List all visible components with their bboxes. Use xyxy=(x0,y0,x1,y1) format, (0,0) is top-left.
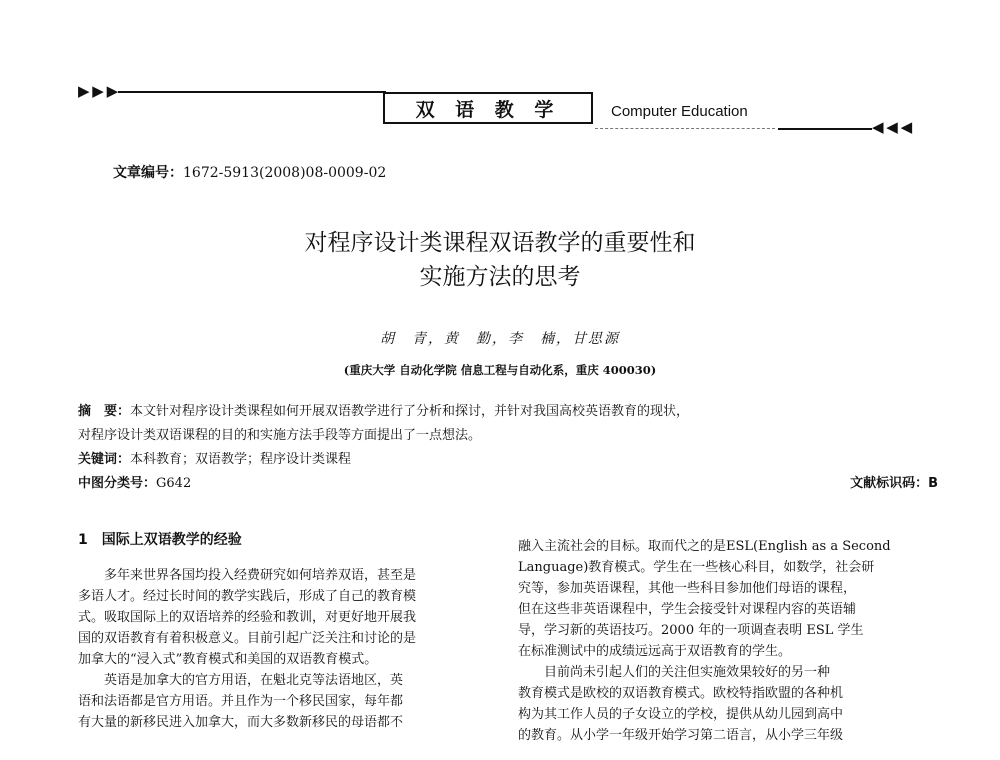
paragraph-line: 式。吸取国际上的双语培养的经验和教训，对更好地开展我 xyxy=(78,610,417,625)
abstract-block xyxy=(78,400,938,496)
right-column xyxy=(518,536,932,746)
paragraph-line: 国的双语教育有着积极意义。目前引起广泛关注和讨论的是 xyxy=(78,631,417,646)
paper-title-line-1: 对程序设计类课程双语教学的重要性和 xyxy=(304,230,696,256)
clc-label: 中图分类号： xyxy=(78,476,157,491)
header-rule-right xyxy=(778,128,872,130)
header-arrows-left: ▶ ▶ ▶ xyxy=(78,82,118,100)
paragraph-line: 构为其工作人员的子女设立的学校，提供从幼儿园到高中 xyxy=(518,707,844,722)
article-number xyxy=(113,162,386,182)
paragraph-line: 有大量的新移民进入加拿大，而大多数新移民的母语都不 xyxy=(78,715,404,730)
left-column xyxy=(78,530,486,733)
paragraph-line: 融入主流社会的目标。取而代之的是ESL(English as a Second xyxy=(518,539,891,554)
article-number-value: 1672-5913(2008)08-0009-02 xyxy=(183,165,387,181)
abstract-line-1 xyxy=(78,400,938,424)
paragraph-line: 的教育。从小学一年级开始学习第二语言，从小学三年级 xyxy=(518,728,844,743)
paragraph-line: 英语是加拿大的官方用语，在魁北克等法语地区，英 xyxy=(78,673,404,688)
paragraph-line: 究等，参加英语课程，其他一些科目参加他们母语的课程， xyxy=(518,581,857,596)
header-arrows-right: ◀ ◀ ◀ xyxy=(872,118,912,136)
document-code xyxy=(850,472,938,496)
affiliation: (重庆大学 自动化学院 信息工程与自动化系，重庆 400030) xyxy=(343,363,657,377)
paragraph-line: 导，学习新的英语技巧。2000 年的一项调查表明 ESL 学生 xyxy=(518,623,864,638)
paragraph-line: Language)教育模式。学生在一些核心科目，如数学，社会研 xyxy=(518,560,875,575)
paragraph-line: 加拿大的“浸入式”教育模式和美国的双语教育模式。 xyxy=(78,652,378,667)
keywords-value: 本科教育；双语教学；程序设计类课程 xyxy=(130,452,352,467)
paragraph-line: 目前尚未引起人们的关注但实施效果较好的另一种 xyxy=(518,665,831,680)
paragraph-line: 教育模式是欧校的双语教育模式。欧校特指欧盟的各种机 xyxy=(518,686,844,701)
paragraph-line: 但在这些非英语课程中，学生会接受针对课程内容的英语辅 xyxy=(518,602,857,617)
paper-title-line-2: 实施方法的思考 xyxy=(419,264,581,290)
paragraph-line: 多年来世界各国均投入经费研究如何培养双语，甚至是 xyxy=(78,568,417,583)
journal-name: Computer Education xyxy=(611,103,748,120)
abstract-line-2: 对程序设计类双语课程的目的和实施方法手段等方面提出了一点想法。 xyxy=(78,428,482,443)
header-rule-left xyxy=(118,91,386,93)
clc-value: G642 xyxy=(156,476,192,491)
section-title: 双 语 教 学 xyxy=(415,98,561,121)
paragraph-line: 在标准测试中的成绩远远高于双语教育的学生。 xyxy=(518,644,792,659)
keywords xyxy=(78,448,938,472)
doc-code-label: 文献标识码： xyxy=(850,476,929,491)
abstract-text-1: 本文针对程序设计类课程如何开展双语教学进行了分析和探讨，并针对我国高校英语教育的现状， xyxy=(130,404,690,419)
section-heading-1: 1 国际上双语教学的经验 xyxy=(78,532,242,548)
authors: 胡 青，黄 勤，李 楠，甘思源 xyxy=(380,331,620,347)
abstract-label: 摘 要： xyxy=(78,404,131,419)
classification-row xyxy=(78,472,938,496)
doc-code-value: B xyxy=(928,476,938,491)
paragraph-line: 语和法语都是官方用语。并且作为一个移民国家，每年都 xyxy=(78,694,404,709)
paragraph-line: 多语人才。经过长时间的教学实践后，形成了自己的教育模 xyxy=(78,589,417,604)
header-section-box xyxy=(383,92,593,124)
article-number-label: 文章编号： xyxy=(113,165,183,181)
keywords-label: 关键词： xyxy=(78,452,131,467)
header-dash-right xyxy=(595,128,775,129)
